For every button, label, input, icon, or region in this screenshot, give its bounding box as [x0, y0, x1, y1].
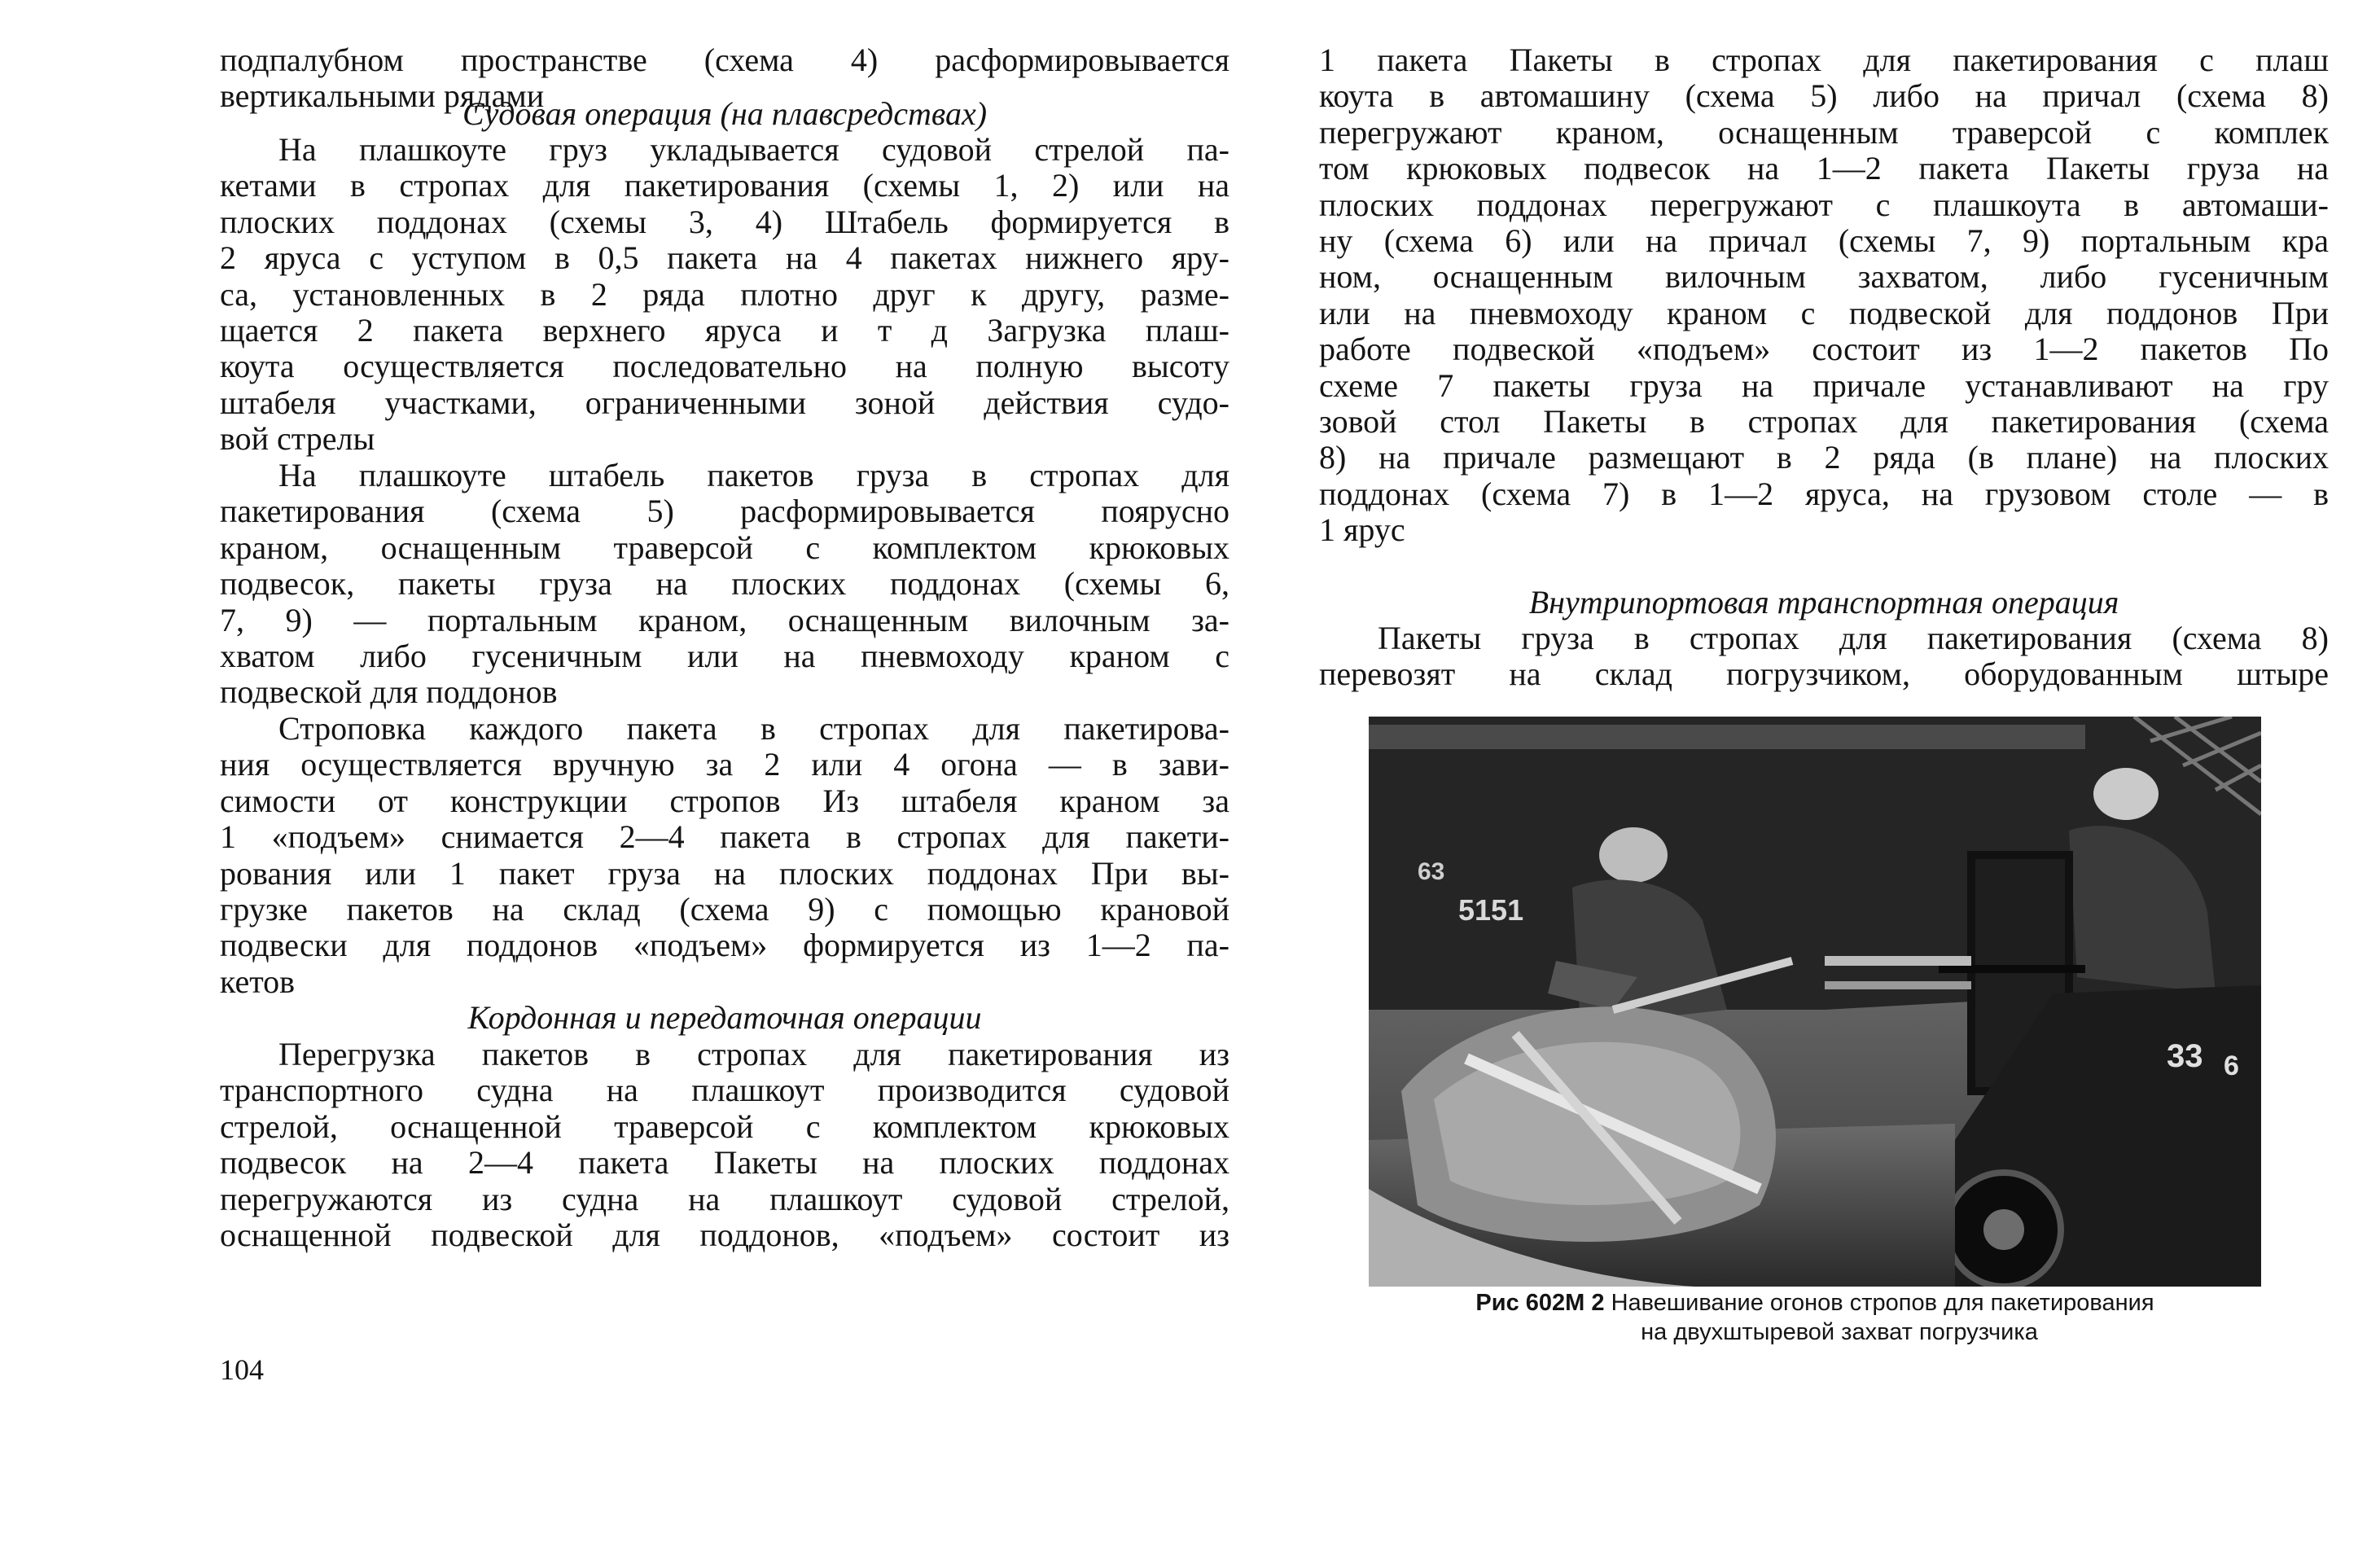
- text-line: плоских поддонах (схемы 3, 4) Штабель формируется в: [220, 204, 1229, 240]
- text-line: работе подвеской «подъем» состоит из 1—2 пакетов По: [1319, 331, 2329, 368]
- text-line: симости от конструкции стропов Из штабеля краном за: [220, 783, 1229, 819]
- text-line: 7, 9) — портальным краном, оснащенным вилочным за-: [220, 602, 1229, 638]
- text-line: пакетирования (схема 5) расформировывается поярусно: [220, 493, 1229, 530]
- text-line: ну (схема 6) или на причал (схемы 7, 9) портальным кра: [1319, 223, 2329, 260]
- left-paragraph-4: [220, 1037, 1229, 1253]
- text-line: подвесок на 2—4 пакета Пакеты на плоских поддонах: [220, 1145, 1229, 1182]
- section-heading-ship-operation: Судовая операция (на плавсредствах): [462, 95, 988, 132]
- text-line: краном, оснащенным траверсой с комплектом крюковых: [220, 529, 1229, 566]
- truck-marking-code: 5151: [1458, 893, 1524, 927]
- section-heading-port-transport: Внутрипортовая транспортная операция: [1528, 584, 2119, 620]
- text-line: оснащенной подвеской для поддонов, «подъем» состоит из: [220, 1217, 1229, 1254]
- figure-caption: [1369, 1288, 2261, 1318]
- text-line: вой стрелы: [220, 421, 375, 458]
- truck-roof-shape: [1369, 725, 2085, 749]
- text-line: транспортного судна на плашкоут производится судовой: [220, 1072, 1229, 1109]
- text-line: зовой стол Пакеты в стропах для пакетирования (схема: [1319, 404, 2329, 441]
- text-line: 2 яруса с уступом в 0,5 пакета на 4 пакетах нижнего яру-: [220, 240, 1229, 277]
- forklift-marking-suffix: 6: [2224, 1050, 2239, 1081]
- forklift-marking-number: 33: [2167, 1038, 2203, 1074]
- page-number: 104: [220, 1353, 264, 1386]
- text-line: са, установленных в 2 ряда плотно друг к другу, разме-: [220, 276, 1229, 313]
- text-line: том крюковых подвесок на 1—2 пакета Пакеты груза на: [1319, 151, 2329, 187]
- left-paragraph-3: [220, 711, 1229, 1000]
- text-line: подпалубном пространстве (схема 4) расформировывается: [220, 42, 1229, 78]
- forklift-wheel-hub: [1983, 1209, 2024, 1250]
- text-line: перегружаются из судна на плашкоут судовой стрелой,: [220, 1181, 1229, 1217]
- text-line: На плашкоуте груз укладывается судовой стрелой па-: [278, 132, 1229, 168]
- truck-marking-number: 63: [1418, 858, 1445, 885]
- left-paragraph-1: [220, 132, 1229, 458]
- text-line: 1 пакета Пакеты в стропах для пакетирования с плаш: [1319, 42, 2329, 78]
- text-line: кетов: [220, 963, 296, 1000]
- text-line: коута осуществляется последовательно на полную высоту: [220, 349, 1229, 385]
- text-line: поддонах (схема 7) в 1—2 яруса, на грузовом столе — в: [1319, 476, 2329, 512]
- text-line: ния осуществляется вручную за 2 или 4 огона — в зави-: [220, 747, 1229, 783]
- text-line: Пакеты груза в стропах для пакетирования (схема 8): [1378, 620, 2329, 656]
- text-line: Перегрузка пакетов в стропах для пакетирования из: [278, 1037, 1229, 1072]
- text-line: На плашкоуте штабель пакетов груза в стропах для: [278, 458, 1229, 493]
- text-line: схеме 7 пакеты груза на причале устанавливают на гру: [1319, 367, 2329, 404]
- text-line: 1 ярус: [1319, 512, 1405, 549]
- text-line: рования или 1 пакет груза на плоских поддонах При вы-: [220, 855, 1229, 892]
- forklift-photo: [1369, 717, 2261, 1287]
- text-line: хватом либо гусеничным или на пневмоходу краном с: [220, 638, 1229, 675]
- section-heading-cordon-operation: Кордонная и передаточная операции: [467, 999, 982, 1036]
- text-line: 1 «подъем» снимается 2—4 пакета в стропах для пакети-: [220, 819, 1229, 856]
- caption-line-2: на двухштыревой захват погрузчика: [1641, 1319, 2038, 1345]
- text-line: перегружают краном, оснащенным траверсой с комплек: [1319, 114, 2329, 151]
- text-line: кетами в стропах для пакетирования (схемы 1, 2) или на: [220, 168, 1229, 204]
- text-line: вертикальными рядами: [220, 78, 545, 115]
- text-line: подвески для поддонов «подъем» формируется из 1—2 па-: [220, 927, 1229, 964]
- text-line: ном, оснащенным вилочным захватом, либо гусеничным: [1319, 259, 2329, 296]
- text-line: щается 2 пакета верхнего яруса и т д Загрузка плаш-: [220, 313, 1229, 349]
- text-line: Строповка каждого пакета в стропах для пакетирова-: [278, 711, 1229, 747]
- text-line: плоских поддонах перегружают с плашкоута в автомаши-: [1319, 186, 2329, 223]
- text-line: или на пневмоходу краном с подвеской для поддонов При: [1319, 295, 2329, 331]
- text-line: подвесок, пакеты груза на плоских поддонах (схемы 6,: [220, 566, 1229, 603]
- caption-line-1: Навешивание огонов стропов для пакетирования: [1611, 1290, 2154, 1316]
- text-line: коута в автомашину (схема 5) либо на причал (схема 8): [1319, 78, 2329, 115]
- figure-caption-continued: [1369, 1318, 2261, 1347]
- right-paragraph-1: [1319, 42, 2329, 549]
- text-line: грузке пакетов на склад (схема 9) с помощью крановой: [220, 892, 1229, 928]
- right-paragraph-2: [1319, 620, 2329, 693]
- text-line: подвеской для поддонов: [220, 674, 558, 711]
- text-line: штабеля участками, ограниченными зоной действия судо-: [220, 384, 1229, 421]
- forklift-photo-illustration: [1369, 717, 2261, 1287]
- text-line: перевозят на склад погрузчиком, оборудованным штыре: [1319, 656, 2329, 693]
- figure-label: Рис 602М 2: [1475, 1290, 1605, 1316]
- text-line: стрелой, оснащенной траверсой с комплектом крюковых: [220, 1108, 1229, 1145]
- text-line: 8) на причале размещают в 2 ряда (в плане) на плоских: [1319, 440, 2329, 476]
- left-paragraph-2: [220, 458, 1229, 711]
